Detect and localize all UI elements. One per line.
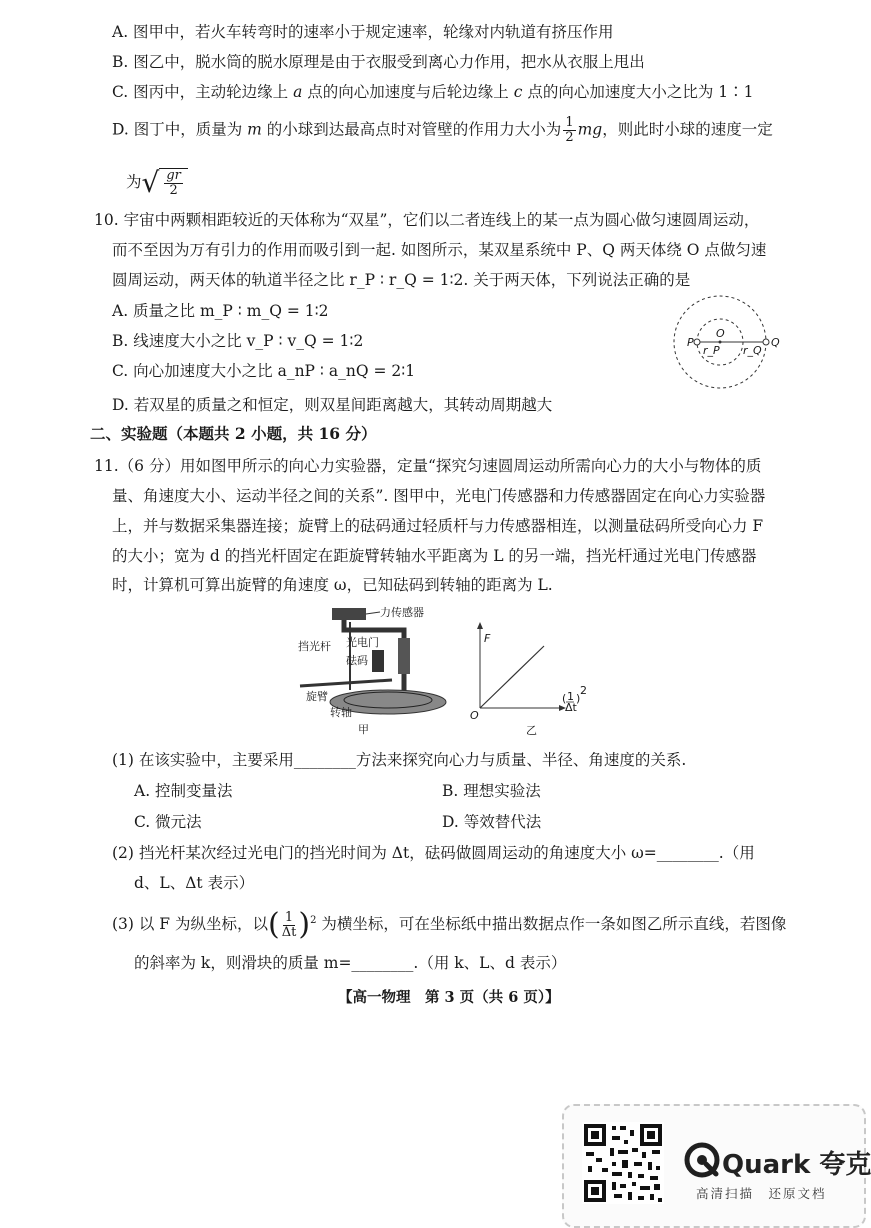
q9-option-d	[112, 116, 773, 145]
q11-p3-text-2: 为横坐标，可在坐标纸中描出数据点作一条如图乙所示直线，若图像	[316, 915, 787, 934]
qr-code-icon	[582, 1122, 664, 1204]
quark-logo-icon	[684, 1142, 720, 1178]
double-star-diagram	[676, 288, 780, 392]
quark-watermark	[562, 1104, 871, 1228]
q9-option-a: A. 图甲中，若火车转弯时的速率小于规定速率，轮缘对内轨道有挤压作用	[112, 23, 614, 41]
star-p	[694, 339, 700, 345]
force-sensor-shape	[332, 608, 366, 620]
label-p: P	[687, 336, 694, 349]
graph-figure	[466, 620, 586, 736]
q11-stem-line-1: 11.（6 分）用如图甲所示的向心力实验器，定量“探究匀速圆周运动所需向心力的大小与物体的质	[94, 457, 762, 475]
q9-c-point-c: c	[513, 83, 523, 101]
q9-d-text-1: D. 图丁中，质量为	[112, 120, 248, 139]
label-rp: r_P	[703, 344, 720, 357]
q9-d-mass: m	[247, 120, 262, 139]
q9-d-text-3: ，则此时小球的速度一定	[602, 120, 773, 139]
x-label-den: Δt	[565, 701, 577, 714]
q10-option-d: D. 若双星的质量之和恒定，则双星间距离越大，其转动周期越大	[112, 396, 553, 414]
q11-stem-line-2: 量、角速度大小、运动半径之间的关系”. 图甲中，光电门传感器和力传感器固定在向心力实验器	[112, 487, 766, 505]
q9-d2-text: 为	[126, 173, 142, 191]
quark-brand-name: Quark 夸克	[722, 1150, 871, 1180]
q11-stem-line-4: 的大小；宽为 d 的挡光杆固定在距旋臂转轴水平距离为 L 的另一端，挡光杆通过光电门传感器	[112, 547, 757, 565]
caption-yi: 乙	[526, 724, 537, 737]
q11-stem-line-3: 上，并与数据采集器连接；旋臂上的砝码通过轻质杆与力传感器相连，以测量砝码所受向心力 F	[112, 517, 764, 535]
label-q: Q	[771, 336, 780, 349]
sqrt-expression: √ $\frac{gr}{2}$	[142, 168, 188, 198]
q10-stem-line-2: 而不至因为万有引力的作用而吸引到一起. 如图所示，某双星系统中 P、Q 两天体绕 O 点做匀速	[112, 241, 767, 259]
q11-p1-option-a: A. 控制变量法	[134, 782, 233, 800]
apparatus-figure	[292, 602, 454, 736]
x-label-pow: 2	[580, 684, 587, 697]
q11-part-2-cont: d、L、Δt 表示）	[134, 874, 255, 892]
y-arrow	[477, 622, 483, 629]
q9-option-c	[112, 81, 753, 103]
leader-force	[366, 612, 380, 614]
q11-p1-option-c: C. 微元法	[134, 813, 202, 831]
arm-shape	[300, 680, 392, 686]
quark-slogan: 高清扫描 还原文档	[696, 1186, 827, 1201]
q10-option-a: A. 质量之比 m_P ∶ m_Q = 1∶2	[112, 302, 329, 320]
label-arm: 旋臂	[306, 690, 328, 703]
label-weight: 砝码	[346, 654, 368, 667]
label-axis: 转轴	[330, 706, 352, 719]
page-footer: 【高一物理 第 3 页（共 6 页）】	[338, 989, 560, 1006]
label-o: O	[716, 327, 725, 340]
q10-option-c: C. 向心加速度大小之比 a_nP ∶ a_nQ = 2∶1	[112, 362, 416, 380]
q9-c-text-1: C. 图丙中，主动轮边缘上	[112, 83, 294, 101]
q9-d-text-2: 的小球到达最高点时对管壁的作用力大小为	[261, 120, 562, 139]
q11-stem-line-5: 时，计算机可算出旋臂的角速度 ω，已知砝码到转轴的距离为 L.	[112, 576, 553, 594]
y-label: F	[484, 632, 491, 645]
q11-part-3: (3) 以 F 为纵坐标，以( $\frac{1}{\Delta t}$ )$^2$ 为横坐标，可在坐标纸中描出数据点作一条如图乙所示直线，若图像	[112, 907, 787, 943]
q9-option-d-cont	[126, 168, 188, 198]
q11-p3-fraction: $\frac{1}{\Delta t}$	[281, 909, 297, 940]
label-light-bar: 挡光杆	[298, 640, 331, 653]
star-q	[763, 339, 769, 345]
q9-c-point-a: a	[293, 83, 303, 101]
label-photogate: 光电门	[346, 636, 379, 649]
x-label-num: 1	[567, 690, 574, 703]
svg-text:(: (	[562, 692, 567, 705]
svg-text:): )	[576, 692, 581, 705]
data-line	[480, 646, 544, 708]
origin-label: O	[470, 709, 479, 722]
q9-option-b: B. 图乙中，脱水筒的脱水原理是由于衣服受到离心力作用，把水从衣服上甩出	[112, 53, 645, 71]
q9-c-text-3: 点的向心加速度大小之比为 1∶1	[522, 83, 754, 101]
q9-c-text-2: 点的向心加速度与后轮边缘上	[302, 83, 514, 101]
q11-p3-text-1: (3) 以 F 为纵坐标，以	[112, 915, 268, 934]
q9-d-fraction: $\frac{1}{2}$	[565, 115, 574, 145]
label-force-sensor: 力传感器	[380, 606, 424, 619]
q11-part-2: (2) 挡光杆某次经过光电门的挡光时间为 Δt，砝码做圆周运动的角速度大小 ω=________.（用	[112, 844, 755, 862]
q10-stem-line-3: 圆周运动，两天体的轨道半径之比 r_P ∶ r_Q = 1∶2. 关于两天体，下列说法正确的是	[112, 271, 691, 289]
q11-p1-option-b: B. 理想实验法	[442, 782, 541, 800]
weight-shape	[372, 650, 384, 672]
post-shape	[398, 638, 410, 674]
q11-p3-power: 2	[310, 915, 317, 926]
q9-d-mg: mg	[577, 120, 603, 139]
section-2-header: 二、实验题（本题共 2 小题，共 16 分）	[90, 424, 377, 443]
caption-jia: 甲	[358, 723, 369, 736]
q11-part-1: (1) 在该实验中，主要采用________方法来探究向心力与质量、半径、角速度的关系.	[112, 751, 687, 769]
q10-option-b: B. 线速度大小之比 v_P ∶ v_Q = 1∶2	[112, 332, 364, 350]
q10-stem-line-1: 10. 宇宙中两颗相距较近的天体称为“双星”，它们以二者连线上的某一点为圆心做匀速圆周运动，	[94, 211, 760, 229]
label-rq: r_Q	[743, 344, 762, 357]
q11-part-3-cont: 的斜率为 k，则滑块的质量 m=________.（用 k、L、d 表示）	[134, 954, 567, 972]
q11-p1-option-d: D. 等效替代法	[442, 813, 542, 831]
